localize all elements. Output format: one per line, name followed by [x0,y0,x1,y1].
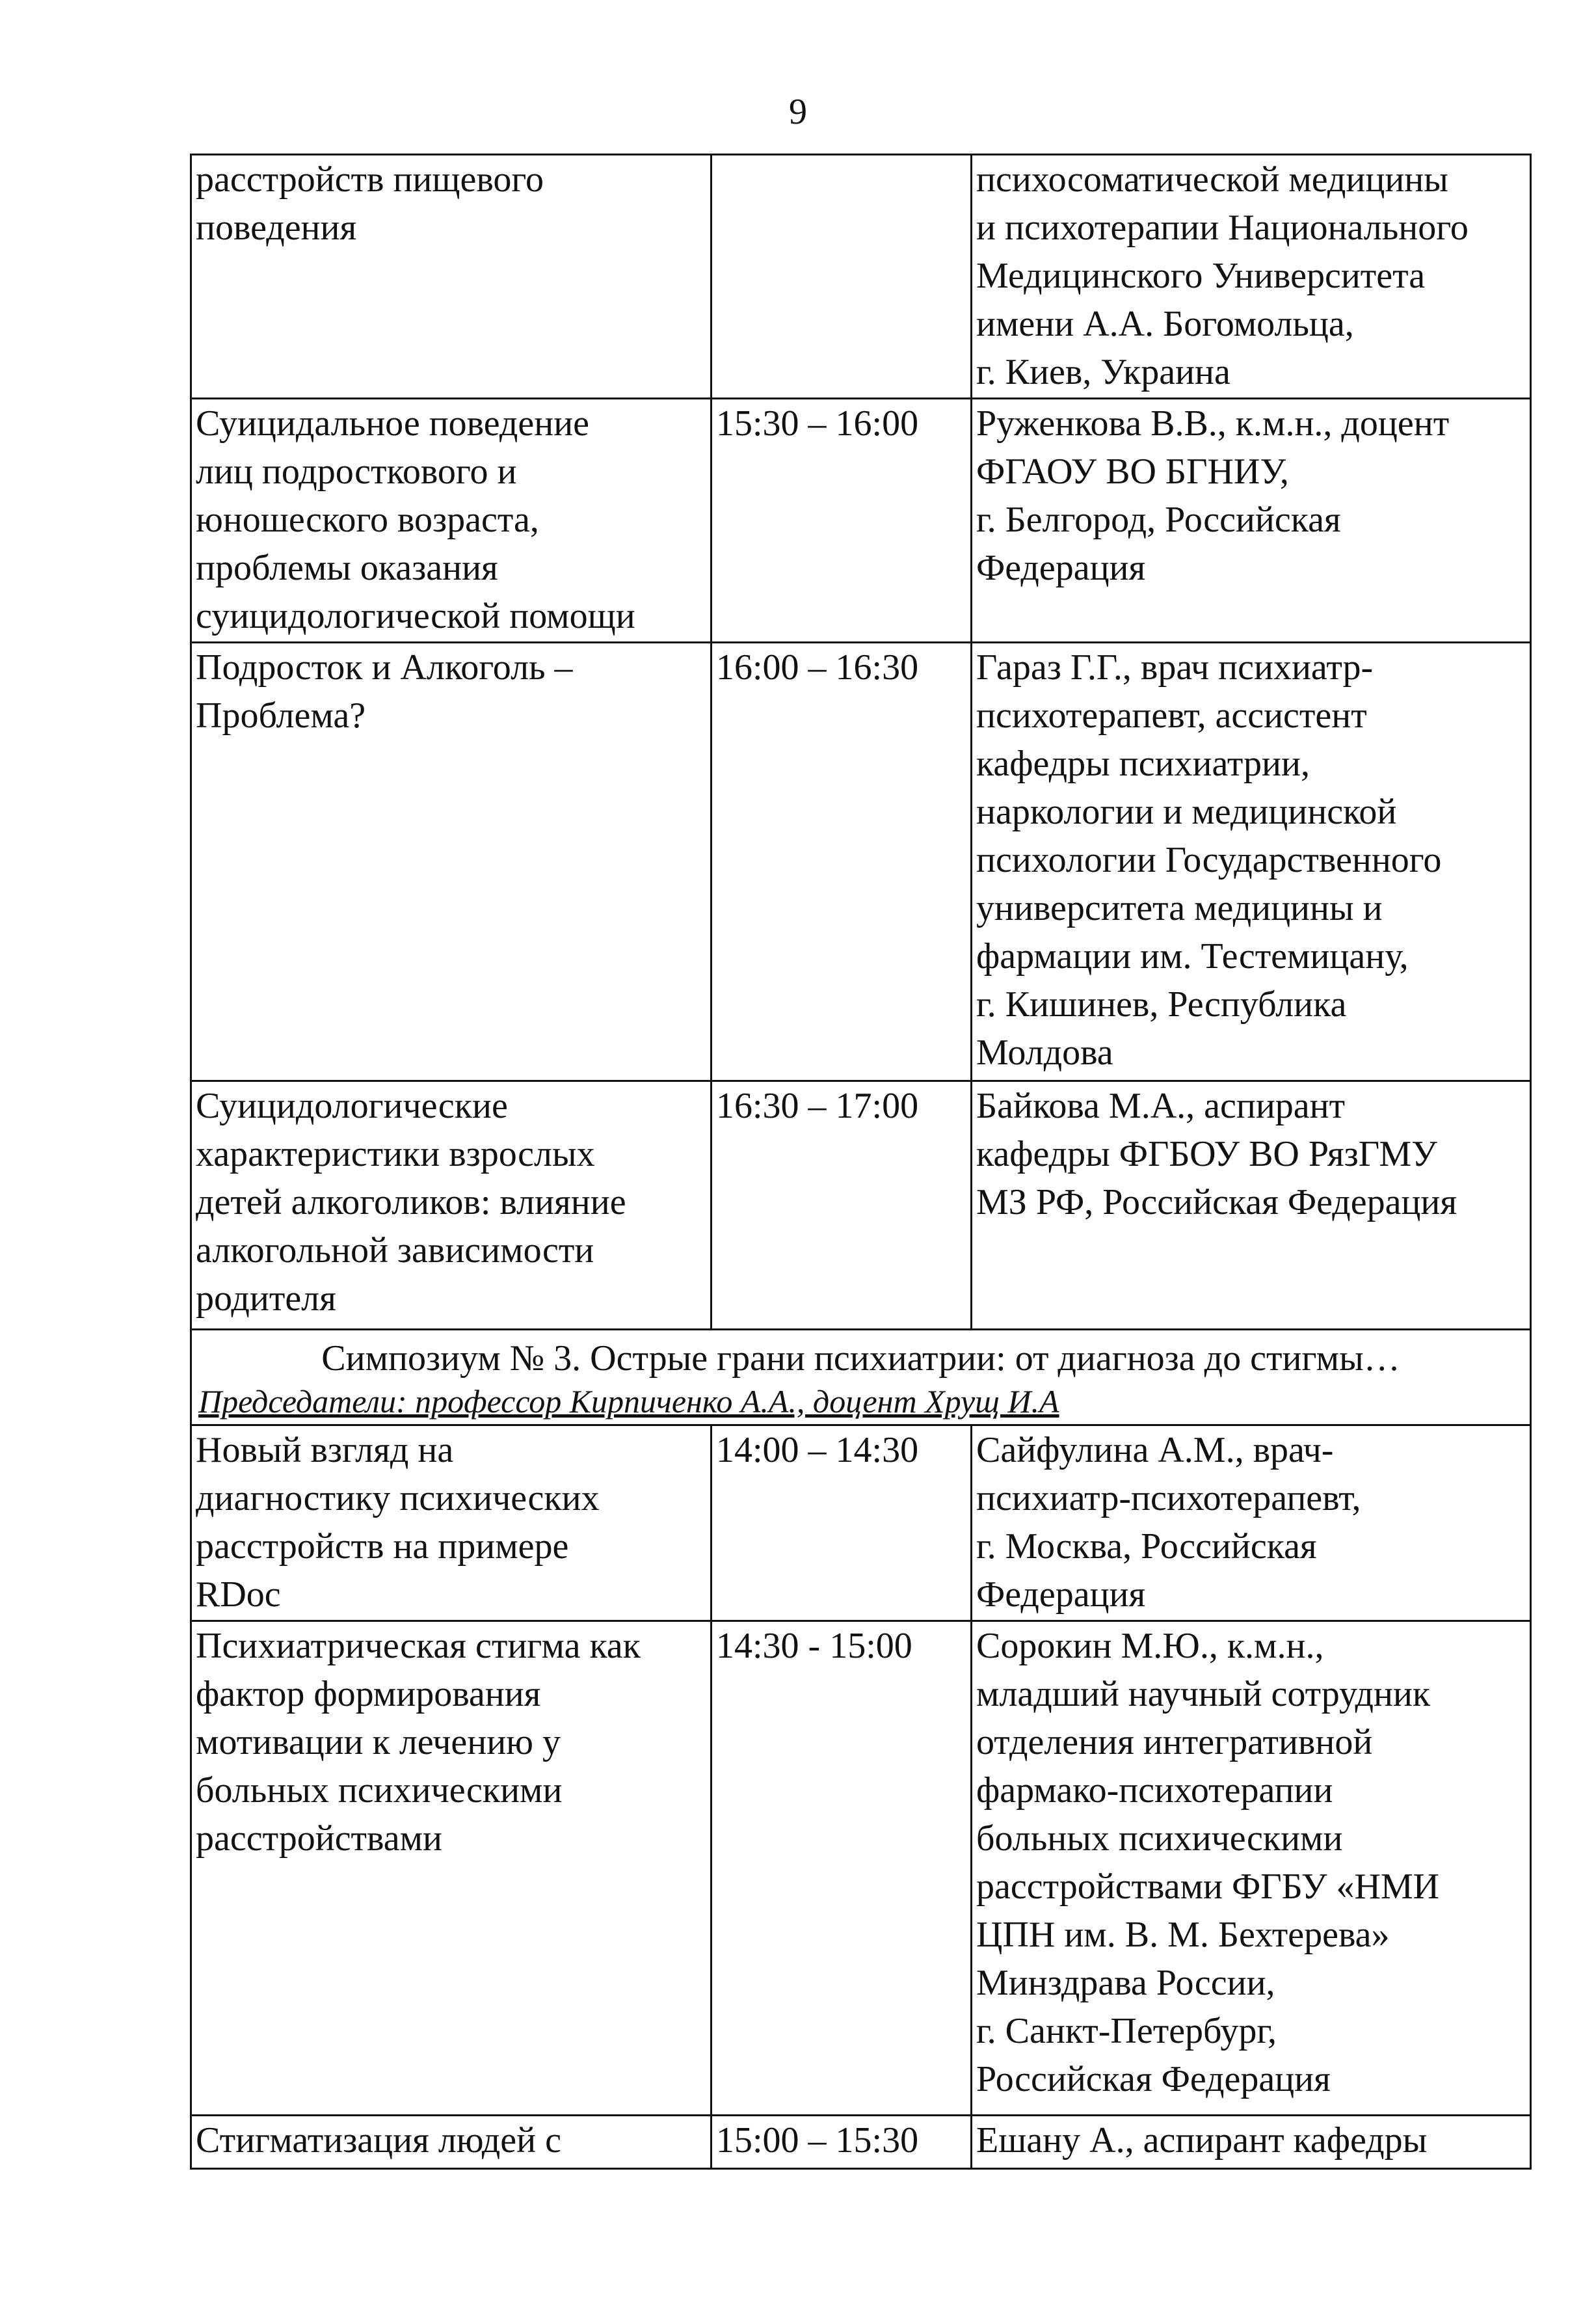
speaker-line: г. Москва, Российская [976,1526,1317,1567]
speaker-line: больных психическими [976,1818,1343,1859]
speaker-line: Минздрава России, [976,1963,1275,2003]
speaker-cell [972,399,1531,643]
speaker-cell [972,1621,1531,2116]
speaker-line: фармако-психотерапии [976,1770,1333,1811]
speaker-line: Российская Федерация [976,2059,1331,2099]
topic-line: юношеского возраста, [196,500,539,540]
topic-cell [191,643,712,1081]
speaker-cell [972,155,1531,399]
time-cell: 16:00 – 16:30 [712,643,972,1081]
speaker-line: кафедры психиатрии, [976,744,1310,784]
table-row [191,2116,1531,2169]
speaker-line: Молдова [976,1032,1113,1073]
topic-cell [191,2116,712,2169]
topic-cell [191,399,712,643]
speaker-line: психологии Государственного [976,840,1442,880]
topic-line: алкогольной зависимости [196,1230,594,1271]
speaker-line: фармации им. Тестемицану, [976,936,1409,976]
time-cell: 14:30 - 15:00 [712,1621,972,2116]
speaker-line: психотерапевт, ассистент [976,695,1367,736]
topic-line: лиц подросткового и [196,451,517,492]
symposium-title: Симпозиум № 3. Острые грани психиатрии: от диагноза до стигмы… [321,1338,1400,1379]
time-cell: 16:30 – 17:00 [712,1081,972,1330]
topic-line: больных психическими [196,1770,563,1811]
symposium-row [191,1330,1531,1425]
program-table [190,154,1532,2170]
table-row [191,643,1531,1081]
speaker-line: Федерация [976,1574,1146,1615]
topic-cell [191,1081,712,1330]
speaker-line: МЗ РФ, Российская Федерация [976,1182,1457,1222]
speaker-line: Гараз Г.Г., врач психиатр- [976,647,1374,688]
topic-line: Психиатрическая стигма как [196,1626,641,1666]
topic-line: диагностику психических [196,1478,600,1518]
speaker-line: ЦПН им. В. М. Бехтерева» [976,1915,1390,1955]
topic-line: фактор формирования [196,1674,541,1714]
topic-line: Проблема? [196,695,366,736]
speaker-line: младший научный сотрудник [976,1674,1431,1714]
topic-cell [191,155,712,399]
speaker-line: отделения интегративной [976,1722,1373,1762]
time-cell: 15:30 – 16:00 [712,399,972,643]
speaker-line: Байкова М.А., аспирант [976,1086,1346,1126]
topic-cell [191,1621,712,2116]
topic-line: поведения [196,208,357,248]
topic-line: родителя [196,1278,336,1319]
topic-line: Суицидальное поведение [196,403,590,444]
speaker-cell [972,1081,1531,1330]
topic-line: расстройств пищевого [196,159,544,200]
speaker-line: Федерация [976,548,1146,588]
speaker-line: и психотерапии Национального [976,208,1469,248]
topic-line: Стигматизация людей с [196,2120,561,2161]
table-row [191,399,1531,643]
time-cell [712,155,972,399]
speaker-cell [972,1425,1531,1621]
table-row [191,155,1531,399]
speaker-line: ФГАОУ ВО БГНИУ, [976,451,1289,492]
speaker-cell [972,643,1531,1081]
speaker-line: психосоматической медицины [976,159,1448,200]
speaker-line: г. Кишинев, Республика [976,984,1347,1025]
speaker-line: Сайфулина А.М., врач- [976,1430,1334,1470]
speaker-cell [972,2116,1531,2169]
speaker-line: г. Киев, Украина [976,352,1230,392]
speaker-line: г. Санкт-Петербург, [976,2011,1277,2051]
speaker-line: психиатр-психотерапевт, [976,1478,1361,1518]
topic-line: Подросток и Алкоголь – [196,647,573,688]
time-cell: 14:00 – 14:30 [712,1425,972,1621]
topic-cell [191,1425,712,1621]
speaker-line: университета медицины и [976,888,1383,928]
topic-line: характеристики взрослых [196,1134,595,1174]
table-row [191,1621,1531,2116]
topic-line: RDoc [196,1574,281,1615]
symposium-chairs: Председатели: профессор Кирпиченко А.А., доцент Хрущ И.А [198,1383,1059,1420]
table-row [191,1081,1531,1330]
speaker-line: Сорокин М.Ю., к.м.н., [976,1626,1324,1666]
speaker-line: Ешану А., аспирант кафедры [976,2120,1428,2161]
topic-line: детей алкоголиков: влияние [196,1182,626,1222]
topic-line: расстройств на примере [196,1526,569,1567]
topic-line: проблемы оказания [196,548,498,588]
speaker-line: расстройствами ФГБУ «НМИ [976,1866,1440,1907]
time-cell: 15:00 – 15:30 [712,2116,972,2169]
speaker-line: кафедры ФГБОУ ВО РязГМУ [976,1134,1437,1174]
speaker-line: имени А.А. Богомольца, [976,304,1354,344]
speaker-line: наркологии и медицинской [976,792,1397,832]
speaker-line: г. Белгород, Российская [976,500,1341,540]
topic-line: Новый взгляд на [196,1430,454,1470]
speaker-line: Медицинского Университета [976,256,1426,296]
speaker-line: Руженкова В.В., к.м.н., доцент [976,403,1450,444]
topic-line: мотивации к лечению у [196,1722,561,1762]
topic-line: Суицидологические [196,1086,508,1126]
topic-line: расстройствами [196,1818,442,1859]
table-row [191,1425,1531,1621]
page-number: 9 [789,92,807,132]
topic-line: суицидологической помощи [196,596,635,636]
symposium-cell [191,1330,1531,1425]
